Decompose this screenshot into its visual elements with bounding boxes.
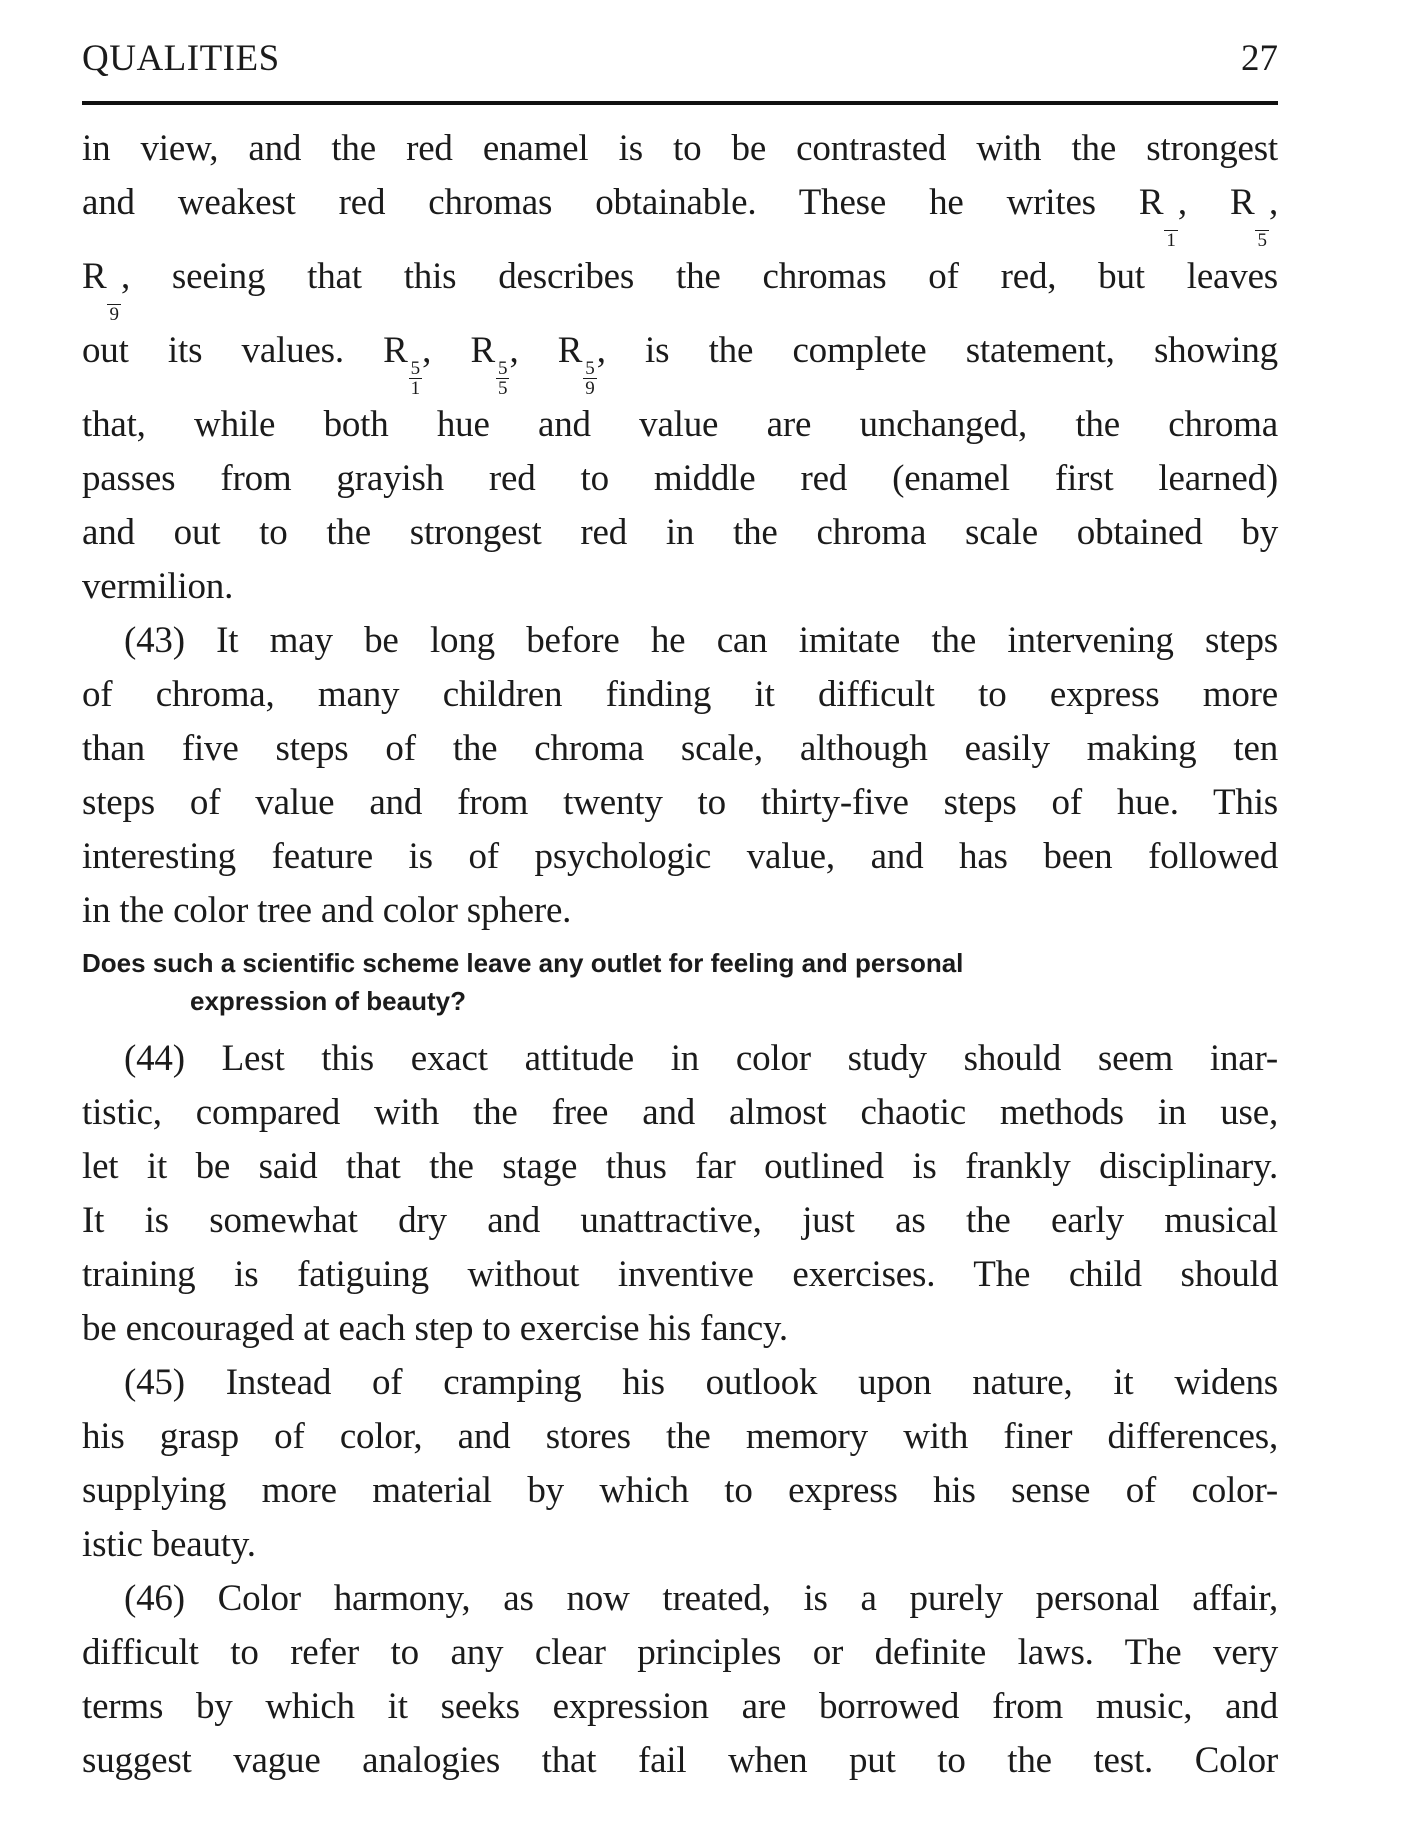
notation-fraction	[1164, 211, 1178, 250]
page-number: 27	[1241, 38, 1278, 79]
text-line: passes from grayish red to middle red (enamel first learned)	[82, 458, 1278, 499]
notation-chroma: 1	[410, 378, 421, 399]
text-line: let it be said that the stage thus far outlined is frankly disciplinary.	[82, 1146, 1278, 1187]
text-line: in view, and the red enamel is to be contrasted with the strongest	[82, 128, 1278, 169]
text-line: of chroma, many children finding it difficult to express more	[82, 674, 1278, 715]
paragraph	[82, 1572, 1278, 1788]
running-header	[82, 34, 1278, 84]
chapter-title: QUALITIES	[82, 38, 280, 79]
notation-value	[1260, 211, 1265, 230]
notation-fraction	[409, 359, 423, 398]
notation-chroma: 9	[585, 378, 595, 399]
text-line: out its values. R $\frac{5}{1}$ , R $\frac{5}{5}$ , R $\frac{5}{9}$ , is the complete statement, showing	[82, 330, 1278, 399]
color-notation: R $\frac{5}{1}$	[383, 330, 421, 399]
notation-fraction	[1255, 211, 1269, 250]
text-line: terms by which it seeks expression are borrowed from music, and	[82, 1686, 1278, 1727]
text-line: supplying more material by which to express his sense of color-	[82, 1470, 1278, 1511]
text-line: (46) Color harmony, as now treated, is a purely personal affair,	[124, 1578, 1278, 1619]
paragraph	[82, 614, 1278, 938]
text-line: interesting feature is of psychologic value, and has been followed	[82, 836, 1278, 877]
color-notation: R $\frac{5}{9}$	[557, 330, 595, 399]
notation-value	[112, 285, 117, 304]
text-line: difficult to refer to any clear principles or definite laws. The very	[82, 1632, 1278, 1673]
notation-chroma: 5	[1257, 230, 1267, 251]
notation-chroma: 5	[497, 378, 508, 399]
notation-value: 5	[585, 358, 595, 379]
text-line: steps of value and from twenty to thirty-five steps of hue. This	[82, 782, 1278, 823]
notation-fraction	[583, 359, 597, 398]
question-line: expression of beauty?	[190, 986, 466, 1016]
paragraph	[82, 1032, 1278, 1356]
text-line: tistic, compared with the free and almost chaotic methods in use,	[82, 1092, 1278, 1133]
header-rule	[82, 101, 1278, 105]
text-line: R 9 , seeing that this describes the chromas of red, but leaves	[82, 256, 1278, 325]
notation-chroma: 9	[109, 304, 119, 325]
text-line: istic beauty.	[82, 1524, 256, 1565]
notation-value: 5	[410, 358, 421, 379]
color-notation: R 1	[1138, 182, 1176, 251]
text-line: that, while both hue and value are unchanged, the chroma	[82, 404, 1278, 445]
text-line: than five steps of the chroma scale, although easily making ten	[82, 728, 1278, 769]
text-line: in the color tree and color sphere.	[82, 890, 572, 931]
question-line: Does such a scientific scheme leave any outlet for feeling and personal	[82, 948, 964, 978]
notation-fraction	[107, 285, 121, 324]
section-question	[82, 944, 1278, 1020]
text-line: suggest vague analogies that fail when put to the test. Color	[82, 1740, 1278, 1781]
text-line: training is fatiguing without inventive exercises. The child should	[82, 1254, 1278, 1295]
text-line: (45) Instead of cramping his outlook upon nature, it widens	[124, 1362, 1278, 1403]
color-notation: R 5	[1229, 182, 1267, 251]
notation-fraction	[496, 359, 510, 398]
color-notation: R 9	[82, 256, 119, 325]
text-line: and weakest red chromas obtainable. These he writes R 1 , R 5 ,	[82, 182, 1278, 251]
paragraph	[82, 122, 1278, 614]
text-line: his grasp of color, and stores the memory with finer differences,	[82, 1416, 1278, 1457]
text-line: (44) Lest this exact attitude in color study should seem inar-	[124, 1038, 1278, 1079]
text-line: vermilion.	[82, 566, 234, 607]
notation-value	[1169, 211, 1174, 230]
text-line: It is somewhat dry and unattractive, just as the early musical	[82, 1200, 1278, 1241]
text-line: be encouraged at each step to exercise his fancy.	[82, 1308, 788, 1349]
page-body	[82, 122, 1278, 1788]
color-notation: R $\frac{5}{5}$	[470, 330, 508, 399]
paragraph	[82, 1356, 1278, 1572]
notation-value: 5	[497, 358, 508, 379]
text-line: and out to the strongest red in the chroma scale obtained by	[82, 512, 1278, 553]
text-line: (43) It may be long before he can imitate the intervening steps	[124, 620, 1278, 661]
notation-chroma: 1	[1166, 230, 1176, 251]
